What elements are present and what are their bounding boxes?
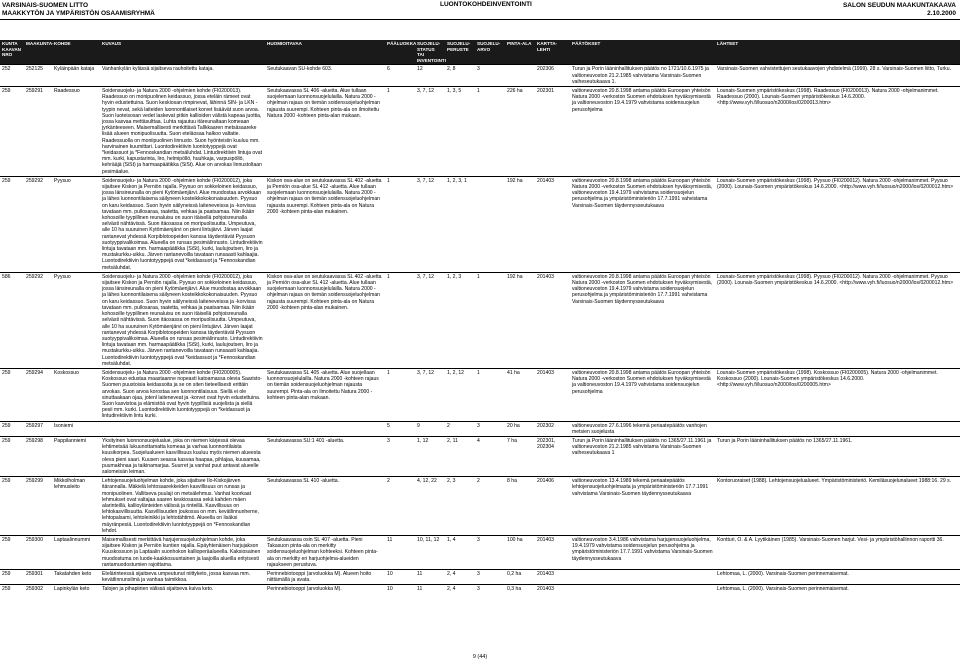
nro-cell: 259299 xyxy=(24,477,52,536)
huomioitavaa-cell: Kiskon osa-alue on seutukaavassa SL 402 -aluetta ja Perniön osa-alue SL 412 -aluetta. Alue tullaan suojelemaan luonnonsuojelulailla. Natura 2000 -ohjelman rajaus on tiemän soidensuojeluohjelman rajausta suurempi. Kohteen pinta-ala on Natura 2000 -kohteen pinta-alan mukainen. xyxy=(265,176,385,272)
paatokset-cell: Turun ja Porin lääninhallituksen päätös no 1365/27.11.1961 ja valtioneuvoston 21.2.1985 vahvistama Varsinais-Suomen vaiheseutukaava 1 xyxy=(570,436,715,476)
inventory-table xyxy=(0,40,960,594)
table-row xyxy=(0,176,960,272)
pinta-ala-cell: 8 ha xyxy=(505,477,535,536)
paatokset-cell: valtioneuvoston 13.4.1989 tekemä periaatepäätös lehtojensuojeluohjelmasta ja ympäristöministeriön 17.7.1991 vahvistama Varsinais-Suomen täydennysseutukaava xyxy=(570,477,715,536)
huomioitavaa-cell: Perinnebiotooppi (arvoluokka M). xyxy=(265,585,385,594)
status-cell: 10, 11, 12 xyxy=(415,536,445,570)
status-cell: 12 xyxy=(415,65,445,87)
peruste-cell: 2 xyxy=(445,421,475,436)
paatokset-cell: valtioneuvoston 3.4.1986 vahvistama harjujensuojeluohjelma, 19.4.1979 vahvistama soidensuojelun perusohjelma ja ympäristöministeriön 17.7.1991 vahvistama Varsinais-Suomen täydennysseutukaava xyxy=(570,536,715,570)
kunta-cell: 259 xyxy=(0,436,24,476)
huomioitavaa-cell: Perinnebiotooppi (arvoluokka M). Alueen hoito niittämällä ja avata. xyxy=(265,570,385,585)
column-header: LÄHTEET xyxy=(715,40,960,65)
peruste-cell: 1, 3, 5 xyxy=(445,86,475,176)
nro-cell: 259292 xyxy=(24,176,52,272)
peruste-cell: 1, 4 xyxy=(445,536,475,570)
column-header: HUOMIOITAVAA xyxy=(265,40,385,65)
table-row xyxy=(0,536,960,570)
lahteet-cell: Lehtomaa, L. (2000). Varsinais-Suomen perinnemaisemat. xyxy=(715,585,960,594)
peruste-cell: 2, 3 xyxy=(445,477,475,536)
page-header xyxy=(0,0,960,30)
kunta-cell: 259 xyxy=(0,585,24,594)
pinta-ala-cell: 41 ha xyxy=(505,368,535,421)
column-header: PINTA-ALA xyxy=(505,40,535,65)
paaluokka-cell: 2 xyxy=(385,477,415,536)
kunta-cell: 259 xyxy=(0,477,24,536)
kuvaus-cell xyxy=(100,421,265,436)
kunta-cell: 259 xyxy=(0,86,24,176)
peruste-cell: 2, 4 xyxy=(445,570,475,585)
kunta-cell: 252 xyxy=(0,65,24,87)
column-header: SUOJELU-ARVO xyxy=(475,40,505,65)
huomioitavaa-cell: Seutukaavassa SU:1 401 -aluetta. xyxy=(265,436,385,476)
kohde-cell: Koskossuo xyxy=(52,368,100,421)
column-header: SUOJELU-PERUSTE xyxy=(445,40,475,65)
table-row xyxy=(0,585,960,594)
lahteet-cell: Turun ja Porin lääninhallituksen päätös no 1365/27.11.1961. xyxy=(715,436,960,476)
column-header: PÄÄTÖKSET xyxy=(570,40,715,65)
karttalehti-cell: 201403 xyxy=(535,570,570,585)
karttalehti-cell: 201403 xyxy=(535,272,570,368)
status-cell: 11 xyxy=(415,585,445,594)
paatokset-cell: Turun ja Porin lääninhallituksen päätös no 1721/10.6.1975 ja valtioneuvoston 21.2.1985 vahvistama Varsinais-Suomen vaiheseutukaava 1. xyxy=(570,65,715,87)
column-header: KUVAUS xyxy=(100,40,265,65)
nro-cell: 259291 xyxy=(24,86,52,176)
nro-cell: 259292 xyxy=(24,272,52,368)
table-row xyxy=(0,436,960,476)
kunta-cell: 259 xyxy=(0,536,24,570)
kohde-cell: Raadessuo xyxy=(52,86,100,176)
karttalehti-cell: 202306 xyxy=(535,65,570,87)
kunta-cell: 259 xyxy=(0,570,24,585)
paatokset-cell: valtioneuvoston 20.8.1998 antama päätös Euroopan yhteisön Natura 2000 -verkoston Suomen ehdotuksen hyväksymisestä ja valtioneuvoston 19.4.1979 vahvistama soidensuojelun perusohjelma xyxy=(570,86,715,176)
paatokset-cell xyxy=(570,585,715,594)
kuvaus-cell: Vanhankylän kylässä sijaitseva rauhoitettu kataja. xyxy=(100,65,265,87)
kunta-cell: 259 xyxy=(0,421,24,436)
kohde-cell: Kyläinpään kataja xyxy=(52,65,100,87)
kohde-cell: Mikkolholman lehmusleito xyxy=(52,477,100,536)
kuvaus-cell: Etelärinteessä sijaitseva umpeutunut niittyketo, jossa kasvaa mm. kevätlinnunsilmä ja vanhaa taimikkoa. xyxy=(100,570,265,585)
status-cell: 9 xyxy=(415,421,445,436)
table-row xyxy=(0,86,960,176)
header-left xyxy=(2,2,155,17)
table-row xyxy=(0,272,960,368)
table-row xyxy=(0,477,960,536)
kuvaus-cell: Soidensuojelu- ja Natura 2000 -ohjelmien kohde (FI0200005). Koskossuo edustaa maastaanne nopeasti katoamassa olevia Saaristo-Suomen puustoisia keidassoita ja se on siten tieteellisesti erittäin arvokas. Suon arvoa korostaa sen luonnontilaisuus. Siellä ei ole sinuttaakaan ojaa, jotenl laiteneveat ja -korvet ovat hyvin edustettuina. Suon kasvistoa ja elämistöä ovat hyvin tyypillisiä suojelista ja siellä pesii mm. kurki. Luontodirektiivin luontotyyppejä on *keidassuot ja lintudirektiivin lintu kurki. xyxy=(100,368,265,421)
arvo-cell xyxy=(475,176,505,272)
arvo-cell: 3 xyxy=(475,421,505,436)
karttalehti-cell: 202301 xyxy=(535,86,570,176)
status-cell: 1, 12 xyxy=(415,436,445,476)
arvo-cell: 3 xyxy=(475,585,505,594)
column-header: KARTTA-LEHTI xyxy=(535,40,570,65)
peruste-cell: 1, 2, 3 xyxy=(445,272,475,368)
arvo-cell: 2 xyxy=(475,477,505,536)
peruste-cell: 2, 4 xyxy=(445,585,475,594)
kohde-cell: Pappilanniemi xyxy=(52,436,100,476)
peruste-cell: 2, 11 xyxy=(445,436,475,476)
arvo-cell: 1 xyxy=(475,272,505,368)
header-right xyxy=(843,2,956,17)
arvo-cell: 3 xyxy=(475,570,505,585)
column-header: PÄÄLUOKKA xyxy=(385,40,415,65)
table-row xyxy=(0,65,960,87)
kuvaus-cell: Soidensuojelu- ja Natura 2000 -ohjelmien kohde (FI0200012), joka sijaitsee Kiskon ja Perniön rajalla. Pyysuo on sokkeloinen keidassuo, jossa länsireunalla on pieni Kytömäenjärvi. Alue muodostaa arvokkaan ja lähes luonnontilaisena säilyneen kosteikkokokonaisuuden. Pyysuo on karu keidassuo. Suon hyvin säilyneissä laiteneveissa ja -korvissa tavataan mm. pullosaraa, raatetta, vehkaa ja paatsamaa. Niin ikään kohosoille tyypillinen reunaluisu on suon itäisellä pohjoisreunalla selvästi nähtävissä. Suon itäosassa on moripuolisuutta. Umpeutuva, alle 10 ha suuruinen Kytömäenjärvi on pieni lintujärvi. Järven laajat rantanevat yhdessä Korpiblotoopeiden kanssa täydentävät Pyysuon suotyyppivalikoimaa. Alueella on runsas pesimälinnusto. Lintudirektiivin lintuja tavataan mm. harmaapäätikka (SiSt), kurki, laulujoutsen, liro ja mustakurkku-uikku. Järven rantanevoilla tavataan runsaasti kahlaajia. Luontodirektiivin luontotyyppejä ovat *keidassuot ja *Fennoskandian metsäluhdat. xyxy=(100,176,265,272)
paatokset-cell: valtioneuvoston 20.8.1998 antama päätös Euroopan yhteisön Natura 2000 -verkoston Suomen ehdotuksen hyväksymisestä ja valtioneuvoston 19.4.1979 vahvistama soidensuojelun perusohjelma xyxy=(570,368,715,421)
kunta-cell: 259 xyxy=(0,176,24,272)
pinta-ala-cell: 0,3 ha xyxy=(505,585,535,594)
karttalehti-cell: 202302 xyxy=(535,421,570,436)
lahteet-cell: Lounais-Suomen ympäristökeskus (1998). Pyysuo (FI0200012). Natura 2000 -ohjelmanimmet. Pyysuo (2000). Lounais-Suomen ympäristökeskus 14.6.2000. <http://www.vyh.fi/luosuo/n2000/los/0200012.htm> xyxy=(715,176,960,272)
karttalehti-cell: 201406 xyxy=(535,477,570,536)
kohde-cell: Pyysuo xyxy=(52,176,100,272)
kohde-cell: Lapinkylän keto xyxy=(52,585,100,594)
paatokset-cell: valtioneuvoston 20.8.1998 antama päätös Euroopan yhteisön Natura 2000 -verkoston Suomen ehdotuksen hyväksymisestä, valtioneuvoston 19.4.1979 vahvistama soidensuojelun perusohjelma ja ympäristöministeriön 17.7.1991 vahvistama Varsinais-Suomen täydennysseutukaava xyxy=(570,176,715,272)
nro-cell: 259300 xyxy=(24,536,52,570)
huomioitavaa-cell: Kiskon osa-alue on seutukaavassa SL 402 -aluetta ja Perniön osa-alue SL 412 -aluetta. Alue tullaan suojelemaan luonnonsuojelulailla. Natura 2000 -ohjelman rajaus on tiemän soidensuojeluohjelman rajausta suurempi. Kohteen pinta-ala on Natura 2000 -kohteen pinta-alan mukainen. xyxy=(265,272,385,368)
karttalehti-cell: 201403 xyxy=(535,585,570,594)
karttalehti-cell: 201403 xyxy=(535,176,570,272)
pinta-ala-cell xyxy=(505,65,535,87)
table-row xyxy=(0,421,960,436)
kuvaus-cell: Talojen ja pihapiirien välissä sijaitseva kuiva keto. xyxy=(100,585,265,594)
kohde-cell: Isoniemi xyxy=(52,421,100,436)
pinta-ala-cell: 0,2 ha xyxy=(505,570,535,585)
nro-cell: 259302 xyxy=(24,585,52,594)
nro-cell: 259294 xyxy=(24,368,52,421)
table-body xyxy=(0,65,960,594)
status-cell: 3, 7, 12 xyxy=(415,368,445,421)
peruste-cell: 1, 2, 12 xyxy=(445,368,475,421)
kuvaus-cell: Lehtojensuojeluohjelman kohde, joka sijaitsee Ilo-Kiskojärven itärannalla. Mäkielä lehtosaarekkeiden kasvillisuus on runsas ja monipuolinen. Vallitseva puulaji on metsälehmus. Vanhat koorkaat lehmukset ovat valtajaa saaren keskiosassa sekä kahden mäen alarinteillä, kallioylänteiden välissä ja rinteillä. Kasvillisuus on lehtokasvillisuutta. Kasvillisuuden joukossa on mm. kevätlinnunherne, lehtopalsami, lehtoleinikki ja lehtotähtimö. Alueella on lisäksi mäyränpesiä. Luontodirektiivin luontotyyppejä on *Fennoskandian lehdot. xyxy=(100,477,265,536)
column-header: KOHDE xyxy=(52,40,100,65)
nro-cell: 252125 xyxy=(24,65,52,87)
department-name: MAAKKYTÖN JA YMPÄRISTÖN OSAAMISRYHMÄ xyxy=(2,9,155,17)
nro-cell: 259297 xyxy=(24,421,52,436)
arvo-cell: 4 xyxy=(475,436,505,476)
kuvaus-cell: Maisemallisesti merkittävä harjujensuojeluohjelman kohde, joka sijaitsee Kiskon ja Perniön kuntien rajalla. Epäyhtenäisen harjujakson Kuuskossuon ja Laptaalin suonhokon kallioperäalueella. Kaksiosainen muodostuma on luode-kaakkosuuntainen ja laajoilla alueilla erityisesti rantamuodostumien rajoittama. xyxy=(100,536,265,570)
kohde-cell: Pyysuo xyxy=(52,272,100,368)
paaluokka-cell: 6 xyxy=(385,65,415,87)
arvo-cell: 1 xyxy=(475,368,505,421)
arvo-cell: 1 xyxy=(475,86,505,176)
kuvaus-cell: Soidensuojelu- ja Natura 2000 -ohjelmien kohde (FI0200013). Raadessuo on monipuolinen keidassuo, jossa eteläin rämeet ovat hyvin edustettuina. Suon keskiosan rimpinevat, lähinnä SIN- ja LKN -tyypin nevat, sekä laiteiden luonnontilaiset korvet lisäävät suon arvoa. Suon luoteisosan vedet laskevat pitkin kallioiden välistä kapeaa juottia, jossa kasvaa mettäsulttaa. Luhta rajautuu itäreunaltaan komeaan jyrkänteeseen. Maisemallisesti merkittävä Tallkkaaren metsäsaareke lisää alueen monipuolisuutta. Suon eteläosaa halkoo valtatie. Raadessuolla on moniipuolinen linnusto. Suon hyönteisiin kuuluu mm. harvinainen kuumittari. Luontodirektiivin luontotyyppejä ovat *keidassuot ja *Fennoskandian metsäluhdat. Lintudirektiivin lintuja ovat mm. kurki, kapustarinta, liro, helmipöllö, huuhkaja, varpuspöllö, kehrääjä (SiSt) ja harmaapäätikka (SiSt). Alue on arvokas linnustoltaan pesimäalue. xyxy=(100,86,265,176)
column-header: MAAKUNTA- xyxy=(24,40,52,65)
pinta-ala-cell: 192 ha xyxy=(505,176,535,272)
column-header: KUNTA KAAVAN NRO xyxy=(0,40,24,65)
document-title: LUONTOKOHDEINVENTOINTI xyxy=(440,1,532,8)
paaluokka-cell: 1 xyxy=(385,272,415,368)
status-cell: 11 xyxy=(415,570,445,585)
kohde-cell: Laptaalinnummi xyxy=(52,536,100,570)
lahteet-cell: Kontturi, O. & A. Lyytikäinen (1985). Varsinais-Suomen harjut. Vesi- ja ympäristöhallinnon raportti 36. xyxy=(715,536,960,570)
pinta-ala-cell: 20 ha xyxy=(505,421,535,436)
paatokset-cell xyxy=(570,570,715,585)
paaluokka-cell: 3 xyxy=(385,436,415,476)
pinta-ala-cell: 192 ha xyxy=(505,272,535,368)
kunta-cell: 586 xyxy=(0,272,24,368)
paaluokka-cell: 10 xyxy=(385,585,415,594)
kunta-cell: 259 xyxy=(0,368,24,421)
kuvaus-cell: Yksityinen luonnonsuojelualue, joka on niemen kärjessä olevaa lehtimetsää lukuunottamatta komeaa ja varhaa luonnontilaista kuusikorpea. Suojelualueen kasvillisuus kuuluu myös niemen alueesta oleva pieni saari. Kuusen seassa kasvaa haapaa, pihlajaa, kuusamaa, puumakhnaa ja taikinamarjaa. Suurret ja vanhat puut antavat alueelle salomeisän leiman. xyxy=(100,436,265,476)
lahteet-cell: Lounais-Suomen ympäristökeskus (1998). Pyysuo (FI0200012). Natura 2000 -ohjelmanimmet. Pyysuo (2000). Lounais-Suomen ympäristökeskus 14.6.2000. <http://www.vyh.fi/luosuo/n2000/los/0200012.htm> xyxy=(715,272,960,368)
status-cell: 3, 7, 12 xyxy=(415,86,445,176)
paaluokka-cell: 1 xyxy=(385,368,415,421)
page-number: 9 (44) xyxy=(472,654,488,660)
paaluokka-cell: 11 xyxy=(385,536,415,570)
huomioitavaa-cell: Seutukaavassa SL 405 -aluetta. Alue suojellaan luonnonsuojelulailla. Natura 2000 -kohteen rajaus on tiemän soidensuojeluohjelman rajausta suurempi. Pinta-ala on ilmoitettu Natura 2000 -kohteen pinta-alan mukaan. xyxy=(265,368,385,421)
peruste-cell: 1, 2, 3, 1 xyxy=(445,176,475,272)
paatokset-cell: valtioneuvoston 20.8.1998 antama päätös Euroopan yhteisön Natura 2000 -verkoston Suomen ehdotuksen hyväksymisestä, valtioneuvoston 19.4.1979 vahvistama soidensuojelun perusohjelma ja ympäristöministeriön 17.7.1991 vahvistama Varsinais-Suomen täydennysseutukaava xyxy=(570,272,715,368)
nro-cell: 259301 xyxy=(24,570,52,585)
status-cell: 4, 12, 22 xyxy=(415,477,445,536)
huomioitavaa-cell: Seutukaavassa SL 406 -alueita. Alue tullaan suojelemaan luonnonsuojelulailla. Natura 2000 -ohjelman rajaus on tiemän soidensuojeluohjelman rajausta suurempi. Kohteen pinta-ala on ilmoitettu Natura 2000 -kohteen pinta-alan mukaan. xyxy=(265,86,385,176)
paaluokka-cell: 1 xyxy=(385,86,415,176)
pinta-ala-cell: 100 ha xyxy=(505,536,535,570)
lahteet-cell: Lounais-Suomen ympäristökeskus (1998). Raadessuo (FI0200013). Natura 2000 -ohjelmanimmet. Raadessuo (2000). Lounais-Suomen ympäristökeskus 14.6.2000. <http://www.vyh.fi/luosuo/n2000/los/0200013.htm> xyxy=(715,86,960,176)
lahteet-cell xyxy=(715,421,960,436)
lahteet-cell: Lounais-Suomen ympäristökeskus (1998). Koskossuo (FI0200005). Natura 2000 -ohjelmanimmet. Koskossuo (2000). Lounais-Suomen ympäristökeskus 14.6.2000. <http://www.vyh.fi/luosuo/n2000/los/0200005.htm> xyxy=(715,368,960,421)
status-cell: 3, 7, 12 xyxy=(415,272,445,368)
organization-name: VARSINAIS-SUOMEN LITTO xyxy=(2,2,89,9)
document-date: 2.10.2000 xyxy=(927,9,956,17)
paaluokka-cell: 10 xyxy=(385,570,415,585)
karttalehti-cell: 201403 xyxy=(535,368,570,421)
peruste-cell: 2, 8 xyxy=(445,65,475,87)
paaluokka-cell: 1 xyxy=(385,176,415,272)
lahteet-cell: Lehtomaa, L. (2000). Varsinais-Suomen perinnemaisemat. xyxy=(715,570,960,585)
lahteet-cell: Varsinais-Suomen vahvistettujen seutukaavojen yhdistelmä (1999). 28 s. Varsinais-Suomen liitto, Turku. xyxy=(715,65,960,87)
lahteet-cell: Kontoruoraiset (1988). Lehtojensuojelualueet. Ympäristöministeriö. Kemiläsuojelunalueet 1988:16. 29 s. xyxy=(715,477,960,536)
karttalehti-cell: 202301, 202304 xyxy=(535,436,570,476)
column-header: SUOJELU-STATUS TAI INVENTOINTI xyxy=(415,40,445,65)
table-row xyxy=(0,368,960,421)
karttalehti-cell: 201403 xyxy=(535,536,570,570)
kohde-cell: Takatahden keto xyxy=(52,570,100,585)
plan-name: SALON SEUDUN MAAKUNTAKAAVA xyxy=(842,2,956,9)
huomioitavaa-cell: Seutukaavassa osin SL 407 -aluetta. Pieni Takasuon pinta-ala on merkitty soidensuojeluohjelman kohteeksi. Kohteen pinta-ala on merkitty eri harjuohjelma-alueiden rajaukseen perustuva. xyxy=(265,536,385,570)
arvo-cell: 3 xyxy=(475,536,505,570)
kuvaus-cell: Soidensuojelu- ja Natura 2000 -ohjelmien kohde (FI0200012), joka sijaitsee Kiskon ja Perniön rajalla. Pyysuo on sokkeloinen keidassuo, jossa länsireunalla on pieni Kytömäenjärvi. Alue muodostaa arvokkaan ja lähes luonnontilaisena säilyneen kosteikkokokonaisuuden. Pyysuo on karu keidassuo. Suon hyvin säilyneissä laiteneveissa ja -korvissa tavataan mm. pullosaraa, raatetta, vehkaa ja paatsamaa. Niin ikään kohosoille tyypillinen reunaluisu on suon itäisellä pohjoisreunalla selvästi nähtävissä. Suon itäosassa on moripuolisuutta. Umpeutuva, alle 10 ha suuruinen Kytömäenjärvi on pieni lintujärvi. Järven laajat rantanevat yhdessä Korpiblotoopeiden kanssa täydentävät Pyysuon suotyyppivalikoimaa. Alueella on runsas pesimälinnusto. Lintudirektiivin lintuja tavataan mm. harmaapäätikka (SiSt), kurki, laulujoutsen, liro ja mustakurkku-uikku. Järven rantanevoilla tavataan runsaasti kahlaajia. Luontodirektiivin luontotyyppejä ovat *keidassuot ja *Fennoskandian metsäluhdat. xyxy=(100,272,265,368)
arvo-cell: 3 xyxy=(475,65,505,87)
huomioitavaa-cell: Seutukaavassa SL 410 -aluetta. xyxy=(265,477,385,536)
status-cell: 3, 7, 12 xyxy=(415,176,445,272)
huomioitavaa-cell xyxy=(265,421,385,436)
huomioitavaa-cell: Seutukaavan SU-kohde 603. xyxy=(265,65,385,87)
table-row xyxy=(0,570,960,585)
pinta-ala-cell: 226 ha xyxy=(505,86,535,176)
paatokset-cell: valtioneuvoston 27.6.1996 tekemä periaatepäätös vanhojen metsien suojelusta xyxy=(570,421,715,436)
table-header-row xyxy=(0,40,960,65)
paaluokka-cell: 5 xyxy=(385,421,415,436)
nro-cell: 259298 xyxy=(24,436,52,476)
header-divider xyxy=(0,19,960,20)
pinta-ala-cell: 7 ha xyxy=(505,436,535,476)
